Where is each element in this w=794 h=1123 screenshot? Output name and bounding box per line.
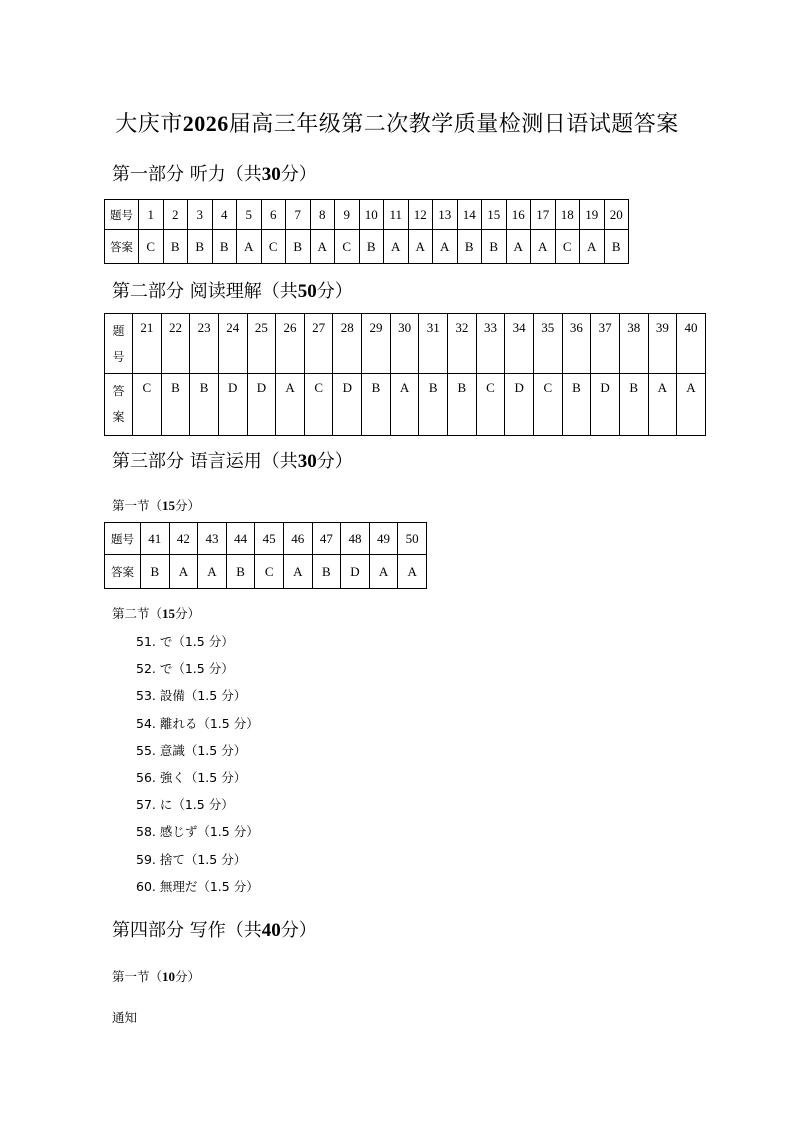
part2-heading: 第二部分 阅读理解（共50分） bbox=[112, 281, 353, 302]
answer-cell: C bbox=[261, 230, 286, 264]
answer-cell: C bbox=[255, 555, 284, 589]
fill-answer-item: 55. 意識（1.5 分） bbox=[136, 742, 247, 758]
answer-cell: C bbox=[139, 230, 164, 264]
part3-section1-label: 第一节（15分） bbox=[112, 498, 201, 513]
fill-answer-item: 56. 強く（1.5 分） bbox=[136, 770, 247, 785]
question-number-cell: 41 bbox=[141, 523, 170, 555]
answer-row bbox=[105, 555, 427, 589]
question-number-cell: 15 bbox=[482, 200, 507, 230]
question-number-cell: 14 bbox=[457, 200, 482, 230]
question-number-cell: 16 bbox=[506, 200, 531, 230]
reading-answer-table bbox=[104, 313, 706, 436]
answer-cell: C bbox=[335, 230, 360, 264]
question-number-cell: 17 bbox=[531, 200, 556, 230]
question-number-cell: 10 bbox=[359, 200, 384, 230]
answer-cell: A bbox=[506, 230, 531, 264]
answer-cell: B bbox=[163, 230, 188, 264]
answer-cell: A bbox=[169, 555, 198, 589]
fill-answer-item: 51. で（1.5 分） bbox=[136, 634, 234, 649]
answer-cell: B bbox=[286, 230, 311, 264]
answer-cell: B bbox=[457, 230, 482, 264]
notice-label: 通知 bbox=[112, 1010, 138, 1025]
answer-cell: B bbox=[419, 374, 448, 436]
question-number-cell: 7 bbox=[286, 200, 311, 230]
question-number-cell: 44 bbox=[226, 523, 255, 555]
question-number-cell: 48 bbox=[341, 523, 370, 555]
question-number-cell: 42 bbox=[169, 523, 198, 555]
question-number-cell: 34 bbox=[505, 314, 534, 374]
question-number-cell: 38 bbox=[619, 314, 648, 374]
fill-answer-item: 52. で（1.5 分） bbox=[136, 661, 234, 677]
answer-cell: D bbox=[333, 374, 362, 436]
question-number-cell: 23 bbox=[190, 314, 219, 374]
language-use-answer-table bbox=[104, 522, 427, 589]
answer-cell: A bbox=[408, 230, 433, 264]
question-number-cell: 47 bbox=[312, 523, 341, 555]
fill-answer-item: 57. に（1.5 分） bbox=[136, 797, 234, 813]
question-number-cell: 18 bbox=[555, 200, 580, 230]
answer-cell: B bbox=[161, 374, 190, 436]
question-number-cell: 33 bbox=[476, 314, 505, 374]
answer-cell: A bbox=[310, 230, 335, 264]
answer-cell: A bbox=[398, 555, 427, 589]
answer-cell: A bbox=[384, 230, 409, 264]
answer-cell: B bbox=[190, 374, 219, 436]
page-title: 大庆市2026届高三年级第二次教学质量检测日语试题答案 bbox=[115, 111, 679, 137]
answer-cell: A bbox=[276, 374, 305, 436]
answer-cell: B bbox=[212, 230, 237, 264]
number-row bbox=[105, 200, 629, 230]
answer-cell: A bbox=[283, 555, 312, 589]
fill-answer-item: 60. 無理だ（1.5 分） bbox=[136, 878, 259, 894]
part3-heading: 第三部分 语言运用（共30分） bbox=[112, 451, 353, 472]
question-number-cell: 2 bbox=[163, 200, 188, 230]
answer-cell: C bbox=[476, 374, 505, 436]
answer-cell: C bbox=[304, 374, 333, 436]
question-number-cell: 37 bbox=[591, 314, 620, 374]
answer-cell: A bbox=[677, 374, 706, 436]
question-number-cell: 28 bbox=[333, 314, 362, 374]
part3-section2-label: 第二节（15分） bbox=[112, 606, 201, 621]
question-number-cell: 30 bbox=[390, 314, 419, 374]
answer-cell: D bbox=[591, 374, 620, 436]
question-number-cell: 50 bbox=[398, 523, 427, 555]
question-number-cell: 11 bbox=[384, 200, 409, 230]
answer-cell: B bbox=[312, 555, 341, 589]
question-number-cell: 13 bbox=[433, 200, 458, 230]
question-number-cell: 12 bbox=[408, 200, 433, 230]
question-number-cell: 43 bbox=[198, 523, 227, 555]
question-number-cell: 29 bbox=[362, 314, 391, 374]
part4-heading: 第四部分 写作（共40分） bbox=[112, 920, 317, 941]
question-number-cell: 6 bbox=[261, 200, 286, 230]
question-number-cell: 32 bbox=[448, 314, 477, 374]
answer-cell: C bbox=[133, 374, 162, 436]
number-row bbox=[105, 523, 427, 555]
answer-cell: C bbox=[555, 230, 580, 264]
answer-row bbox=[105, 374, 706, 436]
question-number-cell: 1 bbox=[139, 200, 164, 230]
row-label-number: 题 号 bbox=[105, 314, 133, 374]
row-label-number: 题号 bbox=[105, 523, 141, 555]
answer-cell: C bbox=[533, 374, 562, 436]
question-number-cell: 39 bbox=[648, 314, 677, 374]
answer-cell: A bbox=[648, 374, 677, 436]
answer-cell: B bbox=[226, 555, 255, 589]
answer-cell: D bbox=[505, 374, 534, 436]
answer-cell: A bbox=[390, 374, 419, 436]
answer-cell: B bbox=[448, 374, 477, 436]
row-label-answer: 答 案 bbox=[105, 374, 133, 436]
answer-cell: B bbox=[619, 374, 648, 436]
part1-heading: 第一部分 听力（共30分） bbox=[112, 164, 317, 185]
fill-answer-item: 53. 設備（1.5 分） bbox=[136, 688, 247, 704]
question-number-cell: 19 bbox=[580, 200, 605, 230]
answer-cell: A bbox=[531, 230, 556, 264]
answer-cell: B bbox=[359, 230, 384, 264]
question-number-cell: 8 bbox=[310, 200, 335, 230]
question-number-cell: 49 bbox=[369, 523, 398, 555]
answer-cell: B bbox=[562, 374, 591, 436]
part4-section1-label: 第一节（10分） bbox=[112, 969, 201, 984]
listening-answer-table bbox=[104, 199, 629, 264]
question-number-cell: 3 bbox=[188, 200, 213, 230]
row-label-answer: 答案 bbox=[105, 555, 141, 589]
fill-answer-item: 54. 離れる（1.5 分） bbox=[136, 715, 259, 731]
answer-cell: B bbox=[362, 374, 391, 436]
question-number-cell: 9 bbox=[335, 200, 360, 230]
number-row bbox=[105, 314, 706, 374]
row-label-number: 题号 bbox=[105, 200, 139, 230]
answer-cell: D bbox=[247, 374, 276, 436]
answer-cell: A bbox=[580, 230, 605, 264]
row-label-answer: 答案 bbox=[105, 230, 139, 264]
answer-cell: D bbox=[341, 555, 370, 589]
question-number-cell: 24 bbox=[218, 314, 247, 374]
question-number-cell: 26 bbox=[276, 314, 305, 374]
answer-row bbox=[105, 230, 629, 264]
answer-cell: B bbox=[482, 230, 507, 264]
question-number-cell: 22 bbox=[161, 314, 190, 374]
fill-answer-item: 58. 感じず（1.5 分） bbox=[136, 824, 259, 840]
answer-cell: B bbox=[188, 230, 213, 264]
fill-answer-item: 59. 捨て（1.5 分） bbox=[136, 851, 247, 867]
question-number-cell: 46 bbox=[283, 523, 312, 555]
question-number-cell: 5 bbox=[237, 200, 262, 230]
answer-cell: A bbox=[198, 555, 227, 589]
answer-cell: D bbox=[218, 374, 247, 436]
question-number-cell: 20 bbox=[604, 200, 629, 230]
question-number-cell: 31 bbox=[419, 314, 448, 374]
question-number-cell: 21 bbox=[133, 314, 162, 374]
question-number-cell: 35 bbox=[533, 314, 562, 374]
answer-cell: B bbox=[141, 555, 170, 589]
question-number-cell: 25 bbox=[247, 314, 276, 374]
question-number-cell: 4 bbox=[212, 200, 237, 230]
answer-cell: A bbox=[433, 230, 458, 264]
question-number-cell: 40 bbox=[677, 314, 706, 374]
answer-cell: B bbox=[604, 230, 629, 264]
question-number-cell: 36 bbox=[562, 314, 591, 374]
question-number-cell: 45 bbox=[255, 523, 284, 555]
answer-cell: A bbox=[369, 555, 398, 589]
question-number-cell: 27 bbox=[304, 314, 333, 374]
answer-cell: A bbox=[237, 230, 262, 264]
